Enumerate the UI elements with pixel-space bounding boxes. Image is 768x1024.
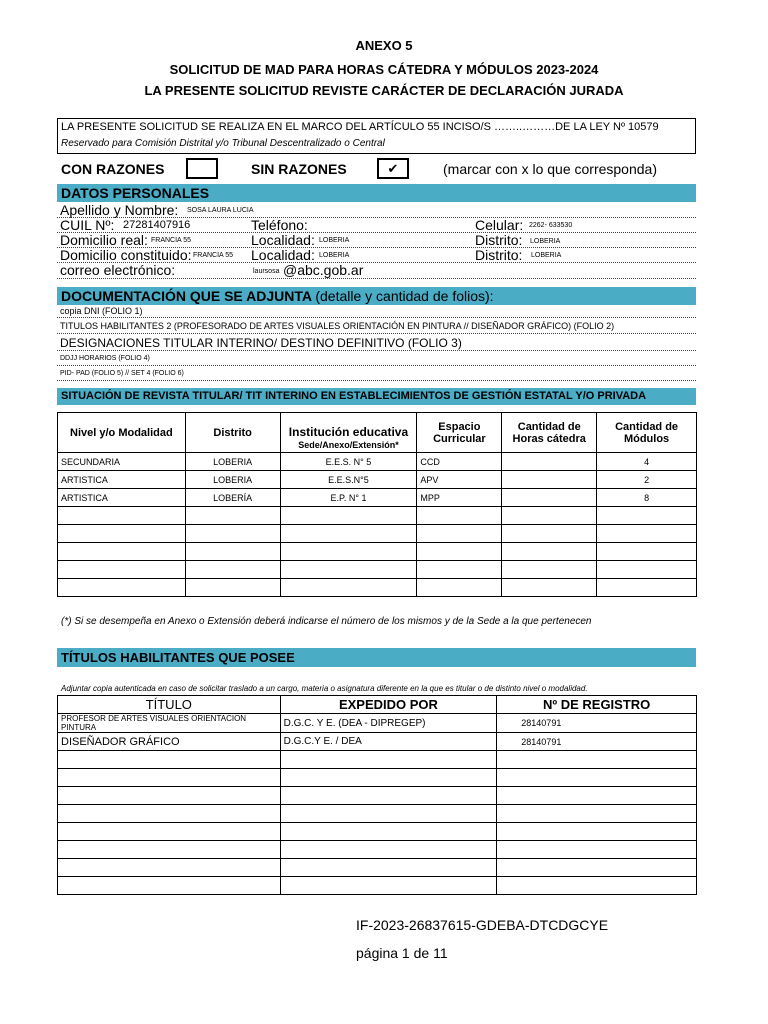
titulos-cell-registro[interactable] bbox=[497, 769, 697, 787]
situacion-cell-distrito[interactable] bbox=[185, 543, 280, 561]
situacion-cell-institucion[interactable]: E.E.S. N° 5 bbox=[280, 453, 417, 471]
cuil-label: CUIL Nº: bbox=[60, 217, 115, 233]
situacion-cell-nivel[interactable]: ARTISTICA bbox=[58, 471, 186, 489]
table-row bbox=[58, 787, 697, 805]
distrito-label: Distrito: bbox=[475, 232, 523, 248]
titulos-note: Adjuntar copia autenticada en caso de solicitar traslado a un cargo, materia o asignatura diferente en la que es titular o de distinto nivel o modalidad. bbox=[61, 684, 588, 693]
titulos-cell-registro[interactable] bbox=[497, 787, 697, 805]
titulos-cell-registro[interactable] bbox=[497, 823, 697, 841]
table-row bbox=[58, 841, 697, 859]
table-row bbox=[58, 489, 697, 507]
table-row bbox=[58, 859, 697, 877]
razones-instruction: (marcar con x lo que corresponda) bbox=[443, 161, 657, 177]
situacion-cell-modulos[interactable] bbox=[597, 543, 697, 561]
row-cuil bbox=[57, 217, 696, 233]
titulos-cell-expedido[interactable] bbox=[280, 877, 497, 895]
doc-item bbox=[57, 305, 696, 318]
domicilio-constituido-label: Domicilio constituido: bbox=[60, 247, 192, 263]
doc-item-text: DESIGNACIONES TITULAR INTERINO/ DESTINO DEFINITIVO (FOLIO 3) bbox=[60, 336, 462, 350]
row-apellido bbox=[57, 202, 696, 218]
situacion-cell-espacio[interactable] bbox=[417, 525, 502, 543]
header-title: SOLICITUD DE MAD PARA HORAS CÁTEDRA Y MÓDULOS 2023-2024 bbox=[169, 62, 599, 77]
situacion-cell-nivel[interactable] bbox=[58, 525, 186, 543]
distrito-2-label: Distrito: bbox=[475, 247, 523, 263]
correo-user-field[interactable]: laursosa bbox=[253, 268, 280, 275]
titulos-cell-registro[interactable]: 28140791 bbox=[497, 733, 697, 751]
col-expedido-header: EXPEDIDO POR bbox=[280, 696, 497, 714]
intro-box bbox=[57, 118, 696, 154]
titulos-cell-registro[interactable] bbox=[497, 877, 697, 895]
situacion-header: SITUACIÓN DE REVISTA TITULAR/ TIT INTERINO EN ESTABLECIMIENTOS DE GESTIÓN ESTATAL Y/O PRIVADA bbox=[57, 388, 696, 405]
titulos-cell-titulo[interactable] bbox=[58, 859, 281, 877]
col-institucion-header: Institución educativa bbox=[280, 413, 417, 439]
header-annex: ANEXO 5 bbox=[355, 38, 413, 53]
col-espacio-header: Espacio Curricular bbox=[417, 413, 502, 453]
distrito-field[interactable]: LOBERIA bbox=[530, 238, 561, 245]
situacion-cell-nivel[interactable] bbox=[58, 507, 186, 525]
situacion-cell-distrito[interactable]: LOBERIA bbox=[185, 453, 280, 471]
localidad-field[interactable]: LOBERIA bbox=[319, 237, 350, 244]
titulos-cell-expedido[interactable] bbox=[280, 751, 497, 769]
con-razones-checkbox[interactable] bbox=[186, 158, 218, 179]
situacion-cell-horas[interactable] bbox=[502, 543, 597, 561]
titulos-header: TÍTULOS HABILITANTES QUE POSEE bbox=[57, 648, 696, 667]
situacion-cell-distrito[interactable] bbox=[185, 579, 280, 597]
table-row bbox=[58, 543, 697, 561]
titulos-cell-registro[interactable] bbox=[497, 805, 697, 823]
correo-domain: @abc.gob.ar bbox=[283, 262, 364, 278]
situacion-cell-espacio[interactable]: CCD bbox=[417, 453, 502, 471]
situacion-cell-horas[interactable] bbox=[502, 525, 597, 543]
col-modulos-header: Cantidad de Módulos bbox=[597, 413, 697, 453]
titulos-cell-expedido[interactable] bbox=[280, 823, 497, 841]
situacion-cell-institucion[interactable]: E.P. N° 1 bbox=[280, 489, 417, 507]
situacion-cell-institucion[interactable] bbox=[280, 507, 417, 525]
row-correo bbox=[57, 262, 696, 279]
situacion-cell-modulos[interactable] bbox=[597, 525, 697, 543]
titulos-cell-registro[interactable] bbox=[497, 751, 697, 769]
titulos-cell-expedido[interactable] bbox=[280, 841, 497, 859]
table-row bbox=[58, 805, 697, 823]
table-row bbox=[58, 751, 697, 769]
titulos-cell-titulo[interactable]: DISEÑADOR GRÁFICO bbox=[58, 733, 281, 751]
situacion-table bbox=[57, 412, 697, 597]
col-titulo-header: TÍTULO bbox=[58, 696, 281, 714]
localidad-label: Localidad: bbox=[251, 232, 315, 248]
situacion-cell-modulos[interactable]: 4 bbox=[597, 453, 697, 471]
table-row bbox=[58, 471, 697, 489]
situacion-cell-nivel[interactable] bbox=[58, 561, 186, 579]
situacion-cell-espacio[interactable]: MPP bbox=[417, 489, 502, 507]
situacion-cell-institucion[interactable] bbox=[280, 561, 417, 579]
sin-razones-label: SIN RAZONES bbox=[251, 161, 347, 177]
situacion-cell-espacio[interactable] bbox=[417, 579, 502, 597]
telefono-label: Teléfono: bbox=[251, 217, 308, 233]
intro-note: Reservado para Comisión Distrital y/o Tribunal Descentralizado o Central bbox=[61, 138, 385, 149]
situacion-cell-nivel[interactable] bbox=[58, 579, 186, 597]
documentacion-header bbox=[57, 287, 696, 305]
celular-label: Celular: bbox=[475, 217, 524, 233]
situacion-cell-distrito[interactable] bbox=[185, 561, 280, 579]
correo-label: correo electrónico: bbox=[60, 262, 176, 278]
situacion-footnote: (*) Si se desempeña en Anexo o Extensión deberá indicarse el número de los mismos y de la Sede a la que pertenecen bbox=[61, 616, 592, 627]
page-number: página 1 de 11 bbox=[356, 945, 448, 961]
sin-razones-checkbox[interactable]: ✔ bbox=[377, 158, 409, 179]
situacion-cell-distrito[interactable] bbox=[185, 507, 280, 525]
table-row bbox=[58, 823, 697, 841]
col-registro-header: Nº DE REGISTRO bbox=[497, 696, 697, 714]
doc-item-text: DDJJ HORARIOS (FOLIO 4) bbox=[60, 355, 150, 362]
titulos-cell-registro[interactable] bbox=[497, 841, 697, 859]
situacion-cell-espacio[interactable] bbox=[417, 543, 502, 561]
con-razones-label: CON RAZONES bbox=[61, 161, 165, 177]
celular-field[interactable]: 2262- 633530 bbox=[529, 222, 573, 229]
situacion-cell-horas[interactable] bbox=[502, 471, 597, 489]
titulos-cell-titulo[interactable] bbox=[58, 877, 281, 895]
localidad-2-field[interactable]: LOBERIA bbox=[319, 252, 350, 259]
titulos-cell-registro[interactable] bbox=[497, 859, 697, 877]
situacion-cell-horas[interactable] bbox=[502, 561, 597, 579]
table-row bbox=[58, 525, 697, 543]
titulos-cell-expedido[interactable] bbox=[280, 769, 497, 787]
titulos-cell-expedido[interactable] bbox=[280, 805, 497, 823]
localidad-2-label: Localidad: bbox=[251, 247, 315, 263]
situacion-cell-institucion[interactable]: E.E.S.N°5 bbox=[280, 471, 417, 489]
situacion-cell-modulos[interactable] bbox=[597, 561, 697, 579]
doc-item bbox=[57, 334, 696, 351]
table-row bbox=[58, 877, 697, 895]
titulos-cell-titulo[interactable]: PROFESOR DE ARTES VISUALES ORIENTACION PINTURA bbox=[58, 714, 281, 733]
titulos-cell-titulo[interactable] bbox=[58, 769, 281, 787]
situacion-cell-nivel[interactable]: SECUNDARIA bbox=[58, 453, 186, 471]
col-nivel-header: Nivel y/o Modalidad bbox=[58, 413, 186, 453]
situacion-cell-distrito[interactable]: LOBERIA bbox=[185, 471, 280, 489]
situacion-cell-institucion[interactable] bbox=[280, 579, 417, 597]
table-row bbox=[58, 453, 697, 471]
col-distrito-header: Distrito bbox=[185, 413, 280, 453]
table-row bbox=[58, 579, 697, 597]
situacion-cell-modulos[interactable]: 2 bbox=[597, 471, 697, 489]
doc-item bbox=[57, 351, 696, 366]
documentacion-subtitle: (detalle y cantidad de folios): bbox=[315, 288, 494, 304]
intro-text: LA PRESENTE SOLICITUD SE REALIZA EN EL MARCO DEL ARTÍCULO 55 INCISO/S ……..………DE LA LEY Nº 10579 bbox=[61, 121, 659, 133]
table-row bbox=[58, 769, 697, 787]
table-row bbox=[58, 561, 697, 579]
situacion-cell-espacio[interactable] bbox=[417, 561, 502, 579]
apellido-label: Apellido y Nombre: bbox=[60, 202, 179, 218]
titulos-cell-titulo[interactable] bbox=[58, 805, 281, 823]
doc-item-text: copia DNI (FOLIO 1) bbox=[60, 306, 143, 316]
cuil-field[interactable]: 27281407916 bbox=[123, 219, 191, 231]
document-id: IF-2023-26837615-GDEBA-DTCDGCYE bbox=[356, 917, 609, 933]
header-declaration: LA PRESENTE SOLICITUD REVISTE CARÁCTER DE DECLARACIÓN JURADA bbox=[144, 83, 624, 98]
col-horas-header: Cantidad de Horas cátedra bbox=[502, 413, 597, 453]
doc-item-text: TITULOS HABILITANTES 2 (PROFESORADO DE ARTES VISUALES ORIENTACIÓN EN PINTURA // DISEÑADOR GRÁFICO) (FOLIO 2) bbox=[60, 321, 615, 331]
situacion-cell-modulos[interactable] bbox=[597, 507, 697, 525]
doc-item bbox=[57, 366, 696, 381]
doc-item-text: PID- PAD (FOLIO 5) // SET 4 (FOLIO 6) bbox=[60, 370, 184, 377]
situacion-cell-institucion[interactable] bbox=[280, 543, 417, 561]
col-sede-header: Sede/Anexo/Extensión* bbox=[280, 439, 417, 453]
situacion-cell-distrito[interactable]: LOBERÍA bbox=[185, 489, 280, 507]
titulos-cell-expedido[interactable]: D.G.C.Y E. / DEA bbox=[280, 733, 497, 751]
situacion-cell-horas[interactable] bbox=[502, 489, 597, 507]
situacion-cell-distrito[interactable] bbox=[185, 525, 280, 543]
titulos-cell-titulo[interactable] bbox=[58, 787, 281, 805]
titulos-cell-expedido[interactable] bbox=[280, 859, 497, 877]
situacion-cell-espacio[interactable] bbox=[417, 507, 502, 525]
row-domicilio-constituido bbox=[57, 247, 696, 263]
row-domicilio bbox=[57, 232, 696, 248]
titulos-cell-titulo[interactable] bbox=[58, 823, 281, 841]
distrito-2-field[interactable]: LOBERIA bbox=[531, 252, 562, 259]
situacion-cell-horas[interactable] bbox=[502, 579, 597, 597]
apellido-field[interactable]: SOSA LAURA LUCIA bbox=[187, 207, 254, 214]
situacion-cell-nivel[interactable]: ARTISTICA bbox=[58, 489, 186, 507]
table-row bbox=[58, 714, 697, 733]
titulos-cell-expedido[interactable] bbox=[280, 787, 497, 805]
table-row bbox=[58, 507, 697, 525]
situacion-cell-nivel[interactable] bbox=[58, 543, 186, 561]
domicilio-field[interactable]: FRANCIA 55 bbox=[151, 237, 192, 244]
titulos-cell-titulo[interactable] bbox=[58, 841, 281, 859]
situacion-cell-horas[interactable] bbox=[502, 453, 597, 471]
table-row bbox=[58, 733, 697, 751]
situacion-cell-espacio[interactable]: APV bbox=[417, 471, 502, 489]
situacion-cell-modulos[interactable]: 8 bbox=[597, 489, 697, 507]
documentacion-title: DOCUMENTACIÓN QUE SE ADJUNTA bbox=[61, 288, 312, 304]
situacion-cell-institucion[interactable] bbox=[280, 525, 417, 543]
situacion-cell-horas[interactable] bbox=[502, 507, 597, 525]
titulos-table bbox=[57, 695, 697, 895]
titulos-cell-expedido[interactable]: D.G.C. Y E. (DEA - DIPREGEP) bbox=[280, 714, 497, 733]
domicilio-constituido-field[interactable]: FRANCIA 55 bbox=[193, 252, 234, 259]
titulos-cell-titulo[interactable] bbox=[58, 751, 281, 769]
titulos-cell-registro[interactable]: 28140791 bbox=[497, 714, 697, 733]
doc-item bbox=[57, 318, 696, 334]
situacion-cell-modulos[interactable] bbox=[597, 579, 697, 597]
domicilio-label: Domicilio real: bbox=[60, 232, 148, 248]
datos-personales-header: DATOS PERSONALES bbox=[57, 184, 696, 202]
